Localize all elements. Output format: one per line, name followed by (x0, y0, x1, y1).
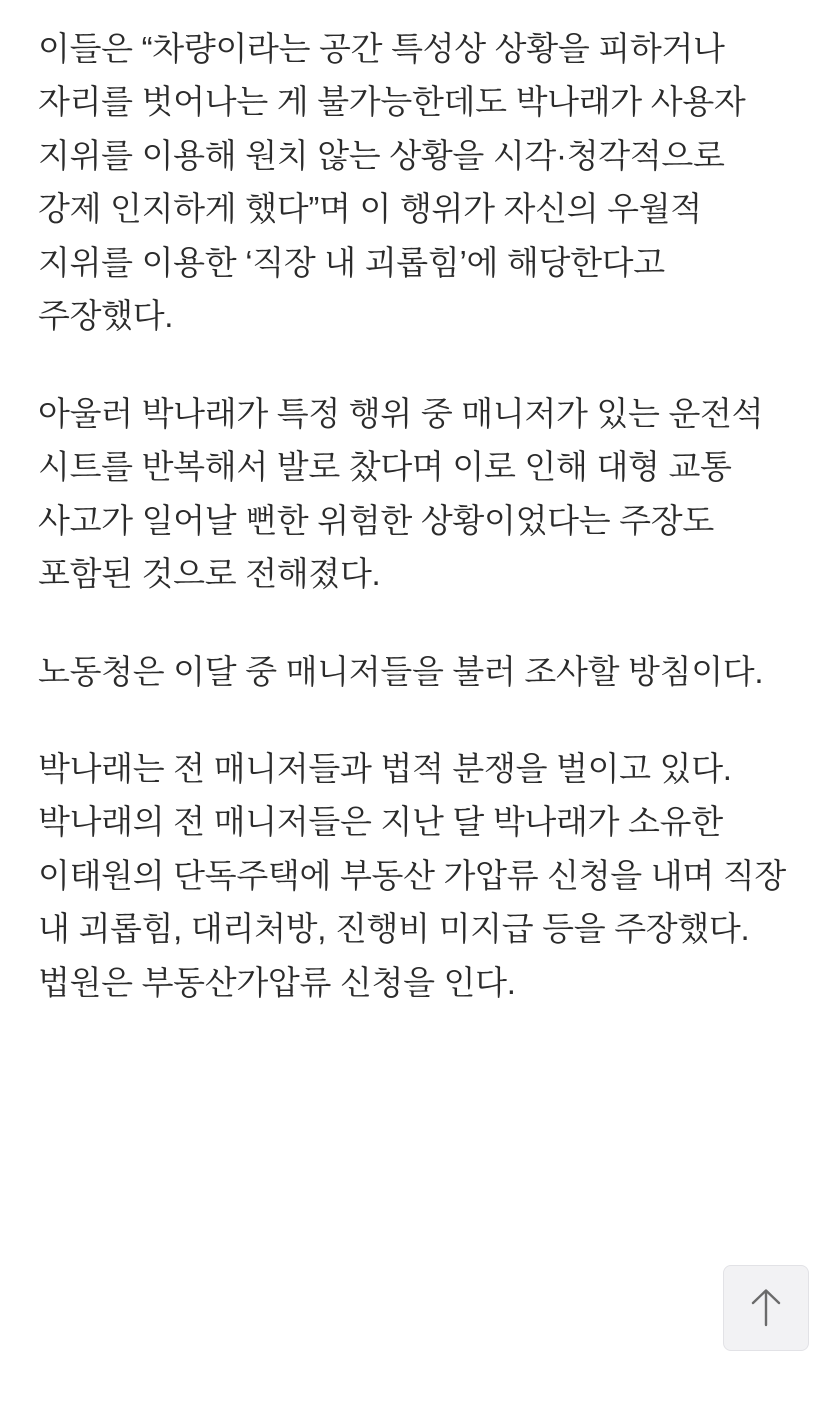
arrow-up-icon (744, 1285, 788, 1331)
article-paragraph: 이들은 “차량이라는 공간 특성상 상황을 피하거나 자리를 벗어나는 게 불가능한데도 박나래가 사용자 지위를 이용해 원치 않는 상황을 시각·청각적으로 강제 인지하게 했다”며 이 행위가 자신의 우월적 지위를 이용한 ‘직장 내 괴롭힘’에 해당한다고 주장했다. (38, 30, 746, 335)
article-paragraph: 노동청은 이달 중 매니저들을 불러 조사할 방침이다. (38, 652, 764, 690)
article-paragraph: 박나래는 전 매니저들과 법적 분쟁을 벌이고 있다. 박나래의 전 매니저들은 지난 달 박나래가 소유한 이태원의 단독주택에 부동산 가압류 신청을 내며 직장 내 괴롭힘, 대리처방, 진행비 미지급 등을 주장했다. 법원은 부동산가압류 신청을 인다. (38, 749, 786, 1001)
article-paragraph: 아울러 박나래가 특정 행위 중 매니저가 있는 운전석 시트를 반복해서 발로 찼다며 이로 인해 대형 교통 사고가 일어날 뻔한 위험한 상황이었다는 주장도 포함된 것으로 전해졌다. (38, 394, 764, 593)
scroll-to-top-button[interactable] (723, 1265, 809, 1351)
article-body (38, 22, 795, 1009)
